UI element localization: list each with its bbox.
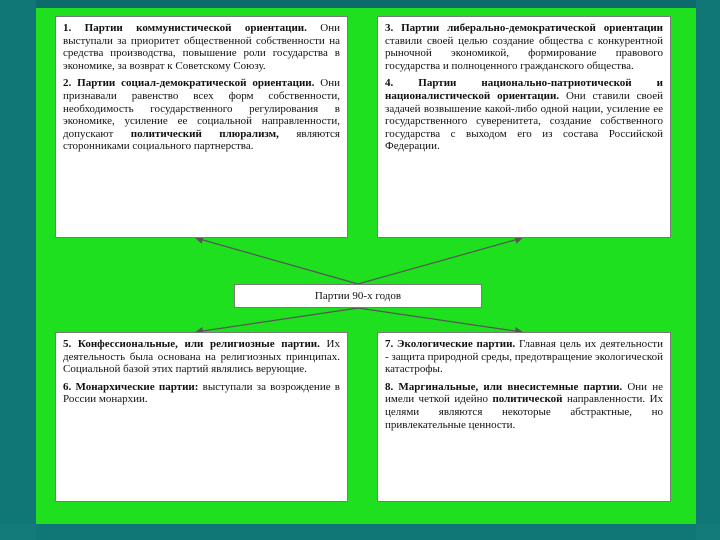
box-top-right bbox=[377, 16, 671, 238]
box-text: являются сторонниками социального партнерства. bbox=[63, 127, 340, 153]
box-national bbox=[385, 77, 663, 153]
arrow-to-top-left bbox=[196, 238, 358, 284]
box-title: 1. Партии коммунистической ориентации. bbox=[63, 22, 307, 34]
box-title: 4. Партии национально-патриотической и националистической ориентации. bbox=[385, 77, 663, 102]
box-communist bbox=[63, 22, 340, 72]
box-text: Они признавали равенство всех форм собственности, необходимость государственного регулирования в экономике, усиление ее социальной направленности, допускают bbox=[63, 77, 340, 140]
box-text: Они не имели четкой идейно bbox=[385, 380, 663, 406]
box-text: ставили своей целью создание общества с конкурентной рыночной экономикой, формирование правового государства и полноценного гражданского общества. bbox=[385, 34, 663, 72]
box-emphasis: политический плюрализм, bbox=[130, 127, 279, 140]
box-confessional bbox=[63, 338, 340, 376]
box-title: 2. Партии социал-демократической ориентации. bbox=[63, 77, 315, 90]
box-title: 7. Экологические партии. bbox=[385, 338, 516, 350]
box-social-democratic bbox=[63, 77, 340, 153]
arrow-to-top-right bbox=[358, 238, 522, 284]
box-title: 3. Партии либерально-демократической ориентации bbox=[385, 22, 663, 34]
box-marginal bbox=[385, 381, 663, 431]
box-title: 6. Монархические партии: bbox=[63, 380, 199, 393]
box-liberal bbox=[385, 22, 663, 72]
box-text: выступали за возрождение в России монархии. bbox=[63, 380, 340, 406]
box-text: Они выступали за приоритет общественной собственности на средства производства, повышение роли государства в экономике, за возврат к Советскому Союзу. bbox=[63, 22, 340, 72]
box-text: Они ставили своей задачей возвышение какой-либо одной нации, усиление ее государственного суверенитета, создание собственного государства с выходом его из состава Российской Федерации. bbox=[385, 89, 663, 153]
box-bottom-left bbox=[55, 332, 348, 502]
central-node: Партии 90-х годов bbox=[234, 284, 482, 308]
box-top-left bbox=[55, 16, 348, 238]
box-bottom-right bbox=[377, 332, 671, 502]
box-emphasis: политической bbox=[492, 393, 563, 406]
box-text: Их деятельность была основана на религиозных принципах. Социальной базой этих партий являлись верующие. bbox=[63, 338, 340, 376]
box-title: 8. Маргинальные, или внесистемные партии. bbox=[385, 380, 623, 393]
box-text: Главная цель их деятельности - защита природной среды, предотвращение экологической катастрофы. bbox=[385, 338, 663, 376]
box-title: 5. Конфессиональные, или религиозные партии. bbox=[63, 338, 320, 350]
box-monarchist bbox=[63, 381, 340, 406]
arrow-to-bottom-right bbox=[358, 308, 522, 332]
box-text: направленности. Их целями являются некоторые абстрактные, но привлекательные ценности. bbox=[385, 393, 664, 431]
arrow-to-bottom-left bbox=[196, 308, 358, 332]
box-ecological bbox=[385, 338, 663, 376]
